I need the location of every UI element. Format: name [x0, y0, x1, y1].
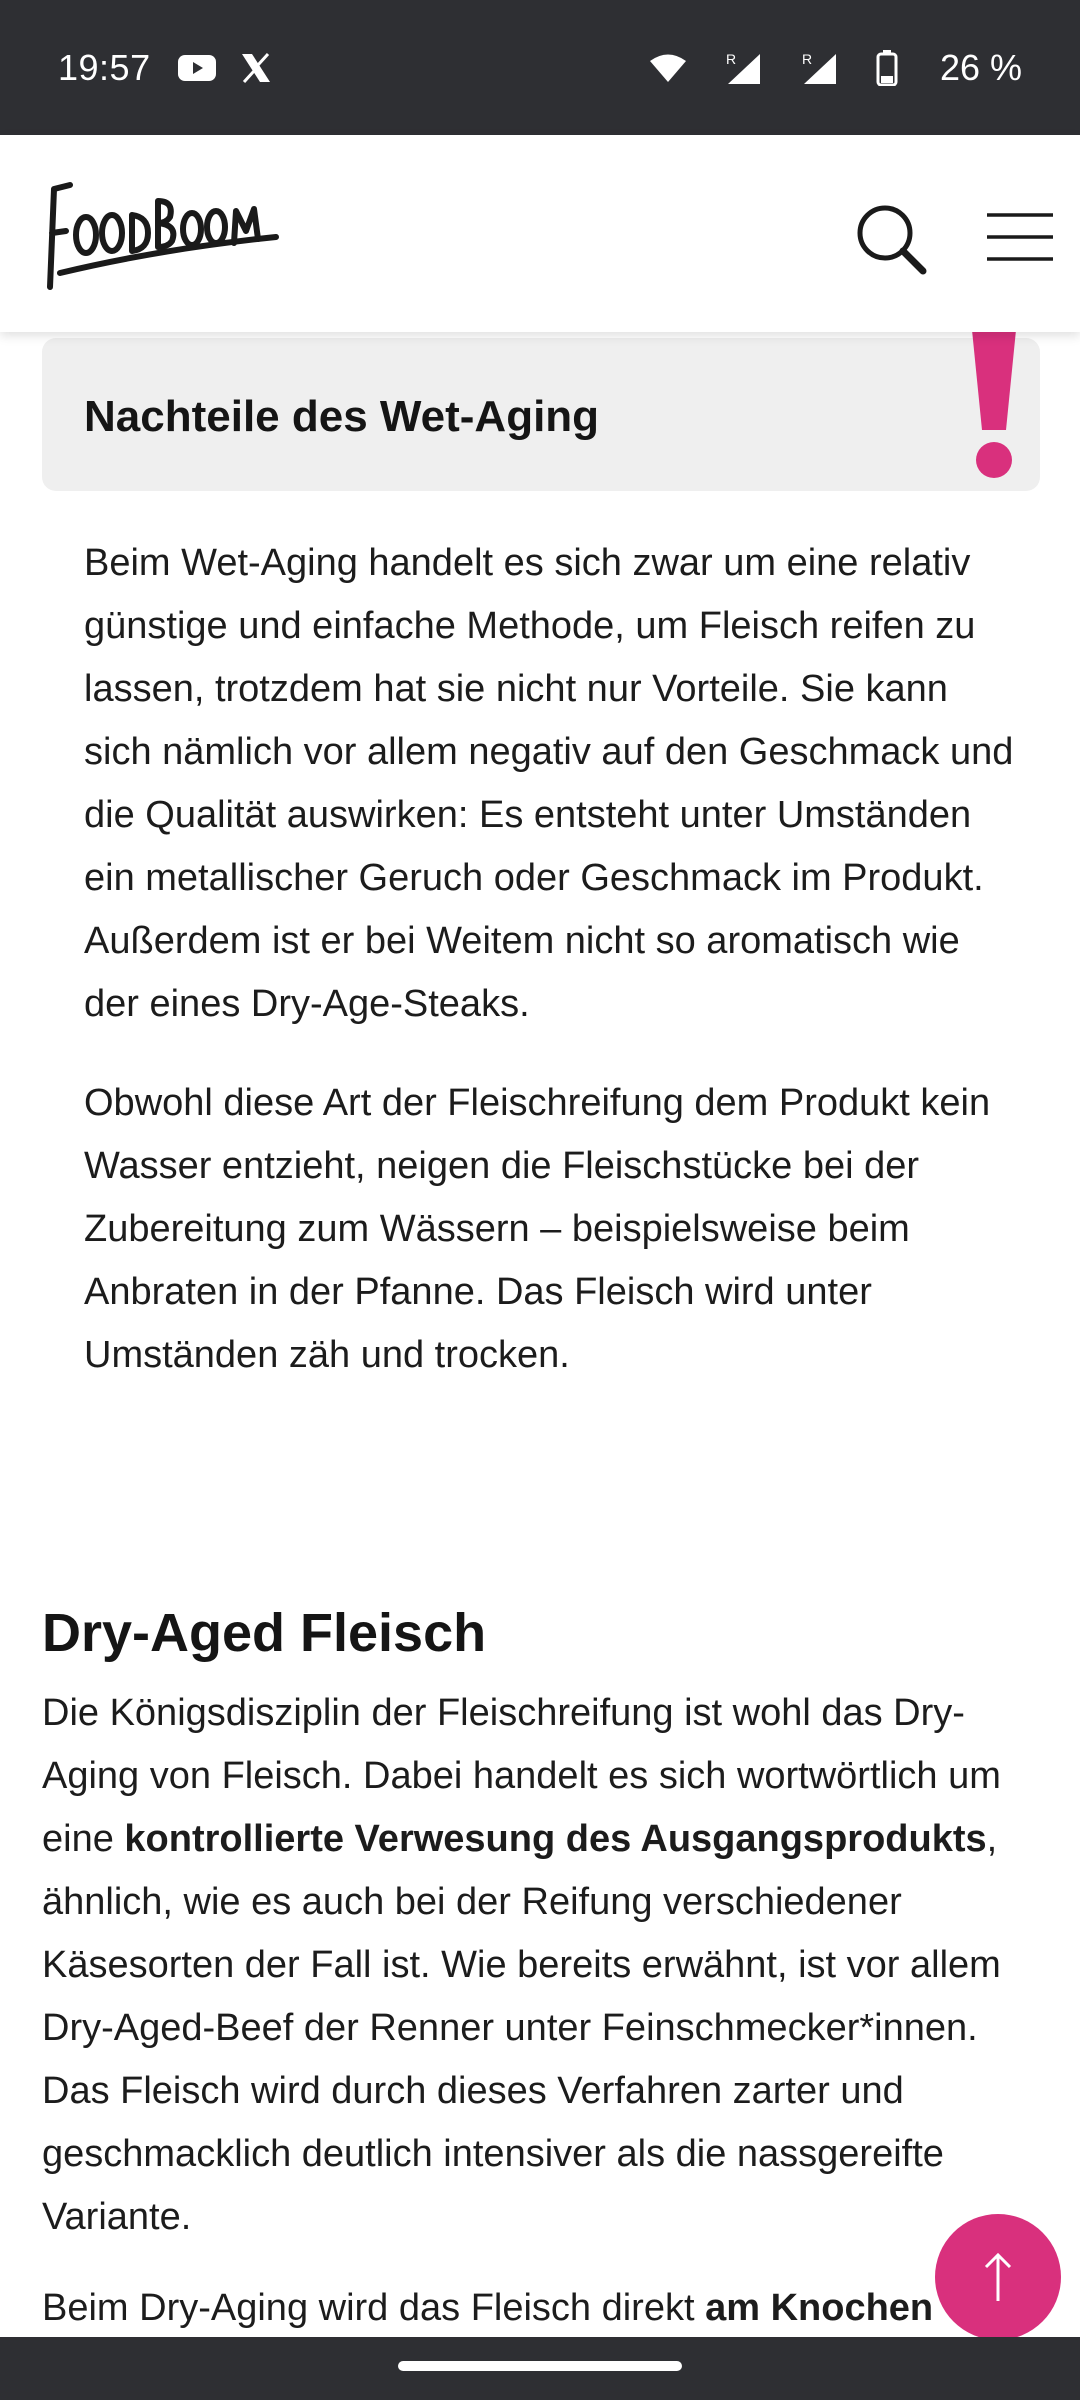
bold-text: am Knochen	[705, 2287, 934, 2329]
battery-icon	[876, 50, 898, 86]
paragraph: Obwohl diese Art der Fleischreifung dem Produkt kein Wasser entzieht, neigen die Fleischstücke bei der Zubereitung zum Wässern – beispielsweise beim Anbraten in der Pfanne. Das Fleisch wird unter Umständen zäh und trocken.	[84, 1082, 991, 1376]
search-icon	[855, 203, 930, 278]
gesture-handle[interactable]	[398, 2361, 682, 2371]
section-heading: Dry-Aged Fleisch	[42, 1603, 487, 1663]
menu-button[interactable]	[985, 207, 1055, 267]
status-bar	[0, 0, 1080, 135]
svg-text:R: R	[725, 50, 737, 67]
paragraph-text: Die Königsdisziplin der Fleischreifung ist wohl das Dry-Aging von Fleisch. Dabei handelt es sich wortwörtlich um eine	[42, 1692, 1001, 1860]
battery-percentage: 26 %	[939, 46, 1022, 88]
x-icon	[239, 51, 273, 85]
system-nav-bar	[0, 2337, 1080, 2400]
signal-r-icon	[724, 50, 764, 86]
exclamation-icon	[964, 330, 1024, 480]
site-header	[0, 135, 1080, 332]
callout-title: Nachteile des Wet-Aging	[84, 392, 600, 441]
callout-box	[42, 338, 1040, 491]
youtube-icon	[177, 53, 217, 83]
wifi-icon	[648, 52, 688, 84]
bold-text: kontrollierte Verwesung des Ausgangsprodukts	[124, 1818, 987, 1860]
paragraph-text: Beim Dry-Aging wird das Fleisch direkt	[42, 2287, 706, 2329]
paragraph	[42, 1682, 1042, 2249]
hamburger-menu-icon	[985, 207, 1055, 267]
arrow-up-icon	[978, 2247, 1018, 2307]
paragraph	[42, 2277, 1042, 2340]
foodboom-logo[interactable]	[40, 175, 280, 295]
status-time: 19:57	[58, 46, 151, 88]
status-right	[648, 47, 1022, 89]
scroll-to-top-button[interactable]	[935, 2214, 1061, 2340]
paragraph: Beim Wet-Aging handelt es sich zwar um eine relativ günstige und einfache Methode, um Fleisch reifen zu lassen, trotzdem hat sie nicht nur Vorteile. Sie kann sich nämlich vor allem negativ auf den Geschmack und die Qualität auswirken: Es entsteht unter Umständen ein metallischer Geruch oder Geschmack im Produkt. Außerdem ist er bei Weitem nicht so aromatisch wie der eines Dry-Age-Steaks.	[84, 542, 1014, 1025]
svg-text:R: R	[801, 50, 813, 67]
search-button[interactable]	[855, 203, 930, 278]
signal-r-icon	[800, 50, 840, 86]
paragraph-text: , ähnlich, wie es auch bei der Reifung verschiedener Käsesorten der Fall ist. Wie bereits erwähnt, ist vor allem Dry-Aged-Beef der Renner unter Feinschmecker*innen. Das Fleisch wird durch dieses Verfahren zarter und geschmacklich deutlich intensiver als die nassgereifte Variante.	[42, 1818, 1001, 2238]
